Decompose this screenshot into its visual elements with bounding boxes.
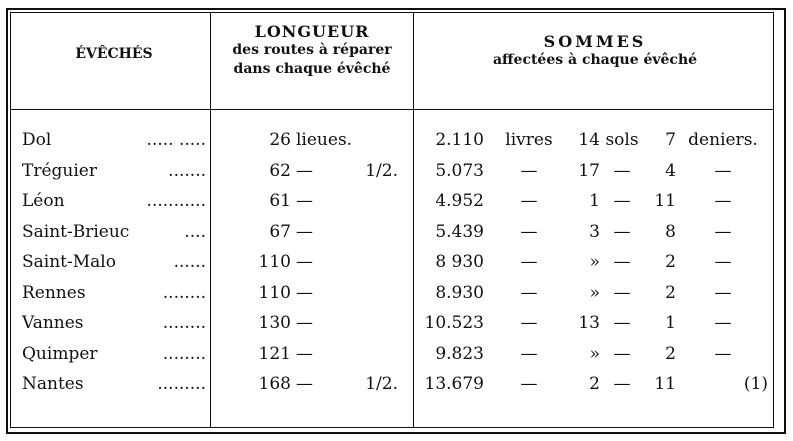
cell-len-sep: — [296,221,313,242]
header-sommes [416,32,774,70]
cell-dots: ..... ..... [146,130,206,150]
cell-l-sep: — [520,313,538,333]
cell-l-sep: livres [505,130,553,150]
cell-d-sep: — [714,191,732,211]
cell-livres: 9.823 [435,343,484,364]
table-row [0,374,793,404]
table-row [0,130,793,160]
cell-len: 67 [269,221,291,242]
cell-s-sep: — [613,160,631,181]
cell-s-sep: — [613,313,631,333]
cell-s-sep: — [613,343,631,364]
cell-d-sep: — [714,221,732,242]
header-longueur-sub2: dans chaque évêché [233,61,391,77]
cell-dots: ......... [157,374,206,394]
cell-l-sep: — [520,221,538,242]
cell-len-frac: 1/2. [365,160,398,181]
cell-len: 26 [269,130,291,150]
cell-dots: ........ [162,282,206,303]
cell-livres: 5.439 [435,221,484,242]
cell-l-sep: — [520,191,538,211]
header-longueur-sub1: des routes à réparer [232,42,392,58]
cell-livres: 8 930 [435,252,484,272]
cell-len: 62 [269,160,291,181]
cell-sols: 17 [578,160,600,181]
cell-d-sep: — [714,313,732,333]
cell-sols: 14 [578,130,600,150]
cell-dots: ........ [162,313,206,333]
cell-sols: » [589,343,600,364]
cell-dots: ...... [173,252,206,272]
table-row [0,161,793,191]
cell-dots: ....... [168,160,206,181]
cell-name: Léon [22,191,65,211]
cell-len-sep: — [296,374,313,394]
cell-len-sep: — [296,343,313,364]
cell-name: Vannes [22,313,84,333]
table-row [0,252,793,282]
cell-name: Rennes [22,282,86,303]
cell-name: Dol [22,130,52,150]
cell-l-sep: — [520,252,538,272]
cell-s-sep: — [613,252,631,272]
cell-len: 110 [258,252,291,272]
cell-name: Quimper [22,343,98,364]
cell-deniers: 11 [654,191,676,211]
cell-s-sep: sols [605,130,639,150]
cell-livres: 13.679 [424,374,484,394]
cell-deniers: 11 [654,374,676,394]
cell-deniers: 2 [665,252,676,272]
cell-livres: 8.930 [435,282,484,303]
cell-sols: » [589,252,600,272]
cell-s-sep: — [613,191,631,211]
cell-len: 130 [258,313,291,333]
cell-d-sep: deniers. [688,130,758,150]
cell-len: 121 [258,343,291,364]
cell-sols: 13 [578,313,600,333]
cell-sols: » [589,282,600,303]
cell-s-sep: — [613,374,631,394]
cell-len: 61 [269,191,291,211]
cell-sols: 2 [589,374,600,394]
cell-s-sep: — [613,221,631,242]
cell-l-sep: — [520,374,538,394]
cell-d-sep: — [714,343,732,364]
cell-deniers: 2 [665,282,676,303]
header-sommes-title: SOMMES [543,32,647,51]
header-longueur-title: LONGUEUR [254,22,370,41]
cell-dots: ........ [162,343,206,364]
cell-name: Saint-Brieuc [22,221,130,242]
cell-l-sep: — [520,282,538,303]
cell-name: Nantes [22,374,84,394]
cell-s-sep: — [613,282,631,303]
table-row [0,222,793,252]
cell-len-sep: lieues. [296,130,353,150]
header-divider [10,109,774,110]
cell-sols: 3 [589,221,600,242]
cell-d-sep: — [714,160,732,181]
cell-livres: 10.523 [424,313,484,333]
cell-l-sep: — [520,343,538,364]
cell-livres: 4.952 [435,191,484,211]
cell-d-sep: — [714,252,732,272]
cell-len-frac: 1/2. [365,374,398,394]
cell-livres: 2.110 [435,130,484,150]
header-eveches: ÉVÊCHÉS [75,46,153,62]
table-row [0,191,793,221]
cell-deniers: 7 [665,130,676,150]
table-row [0,344,793,374]
cell-d-sep: — [714,282,732,303]
table-row [0,283,793,313]
cell-sols: 1 [589,191,600,211]
cell-len-sep: — [296,313,313,333]
cell-len-sep: — [296,191,313,211]
cell-len-sep: — [296,252,313,272]
header-longueur [212,22,412,79]
cell-l-sep: — [520,160,538,181]
cell-dots: ........... [146,191,206,211]
cell-len: 110 [258,282,291,303]
header-sommes-sub: affectées à chaque évêché [492,52,698,68]
table-row [0,313,793,343]
cell-len-sep: — [296,282,313,303]
cell-deniers: 1 [665,313,676,333]
cell-name: Tréguier [22,160,97,181]
cell-deniers: 2 [665,343,676,364]
cell-deniers: 4 [665,160,676,181]
cell-name: Saint-Malo [22,252,116,272]
cell-dots: .... [184,221,206,242]
cell-deniers: 8 [665,221,676,242]
cell-note: (1) [743,374,768,394]
cell-livres: 5.073 [435,160,484,181]
cell-len-sep: — [296,160,313,181]
cell-len: 168 [258,374,291,394]
